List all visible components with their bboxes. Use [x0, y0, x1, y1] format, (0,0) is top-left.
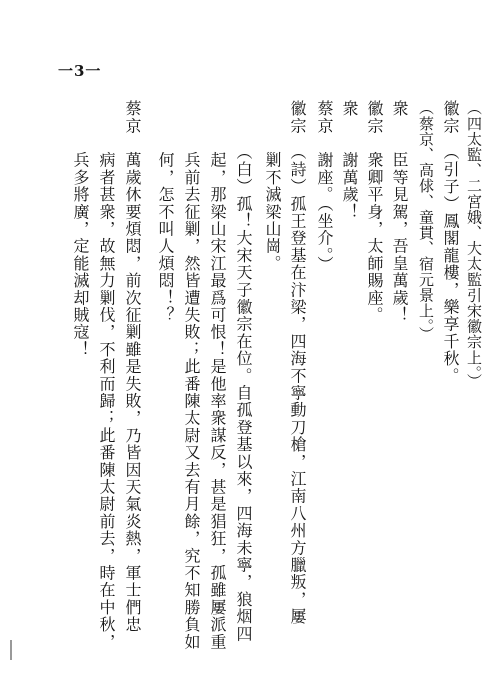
line-huizong-poem: 徽宗 （詩）孤王登基在汴梁，四海不寧動刀槍，江南八州方臘叛，屢 — [288, 100, 307, 626]
line-huizong-rise: 徽宗 衆卿平身，太師賜座。 — [365, 100, 384, 324]
line-caijing-reply-1: 蔡京 萬歲休要煩悶，前次征剿雖是失敗，乃皆因天氣炎熱，軍士們忠 — [123, 100, 142, 634]
line-all-thanks: 衆 謝萬歲！ — [340, 100, 359, 221]
margin-mark — [10, 640, 20, 660]
line-caijing-reply-2: 病者甚衆，故無力剿伐，不利而歸；此番陳太尉前去，時在中秋， — [97, 100, 116, 651]
line-caijing-seat: 蔡京 謝座。（坐介。） — [315, 100, 334, 274]
page-number: 一3一 — [58, 62, 102, 80]
line-huizong-yinzi: 徽宗 （引子）鳳閣龍樓，樂享千秋。 — [441, 100, 460, 385]
line-huizong-speech-1: （白）孤！大宋天子徽宗在位。自孤登基以來，四海未寧，狼烟四 — [234, 100, 253, 643]
line-huizong-speech-4: 何，怎不叫人煩悶！？ — [156, 100, 175, 324]
line-huizong-speech-2: 起，那梁山宋江最爲可恨！是他率衆謀反，甚是猖狂，孤雖屢派重 — [208, 100, 227, 651]
line-all-greeting: 衆 臣等見駕，吾皇萬歲！ — [390, 100, 409, 324]
line-huizong-speech-3: 兵前去征剿，然皆遭失敗；此番陳太尉又去有月餘，究不知勝負如 — [182, 100, 201, 651]
stage-direction-ministers-enter: （蔡京、高俅、童貫、宿元景上。） — [417, 100, 435, 343]
line-huizong-poem-cont: 剿不滅梁山崗。 — [263, 100, 282, 272]
stage-direction-entrance: （四太監、二宮娥、大太監引宋徽宗上。） — [465, 100, 483, 389]
line-caijing-reply-3: 兵多將廣，定能滅却賊寇！ — [71, 100, 90, 358]
